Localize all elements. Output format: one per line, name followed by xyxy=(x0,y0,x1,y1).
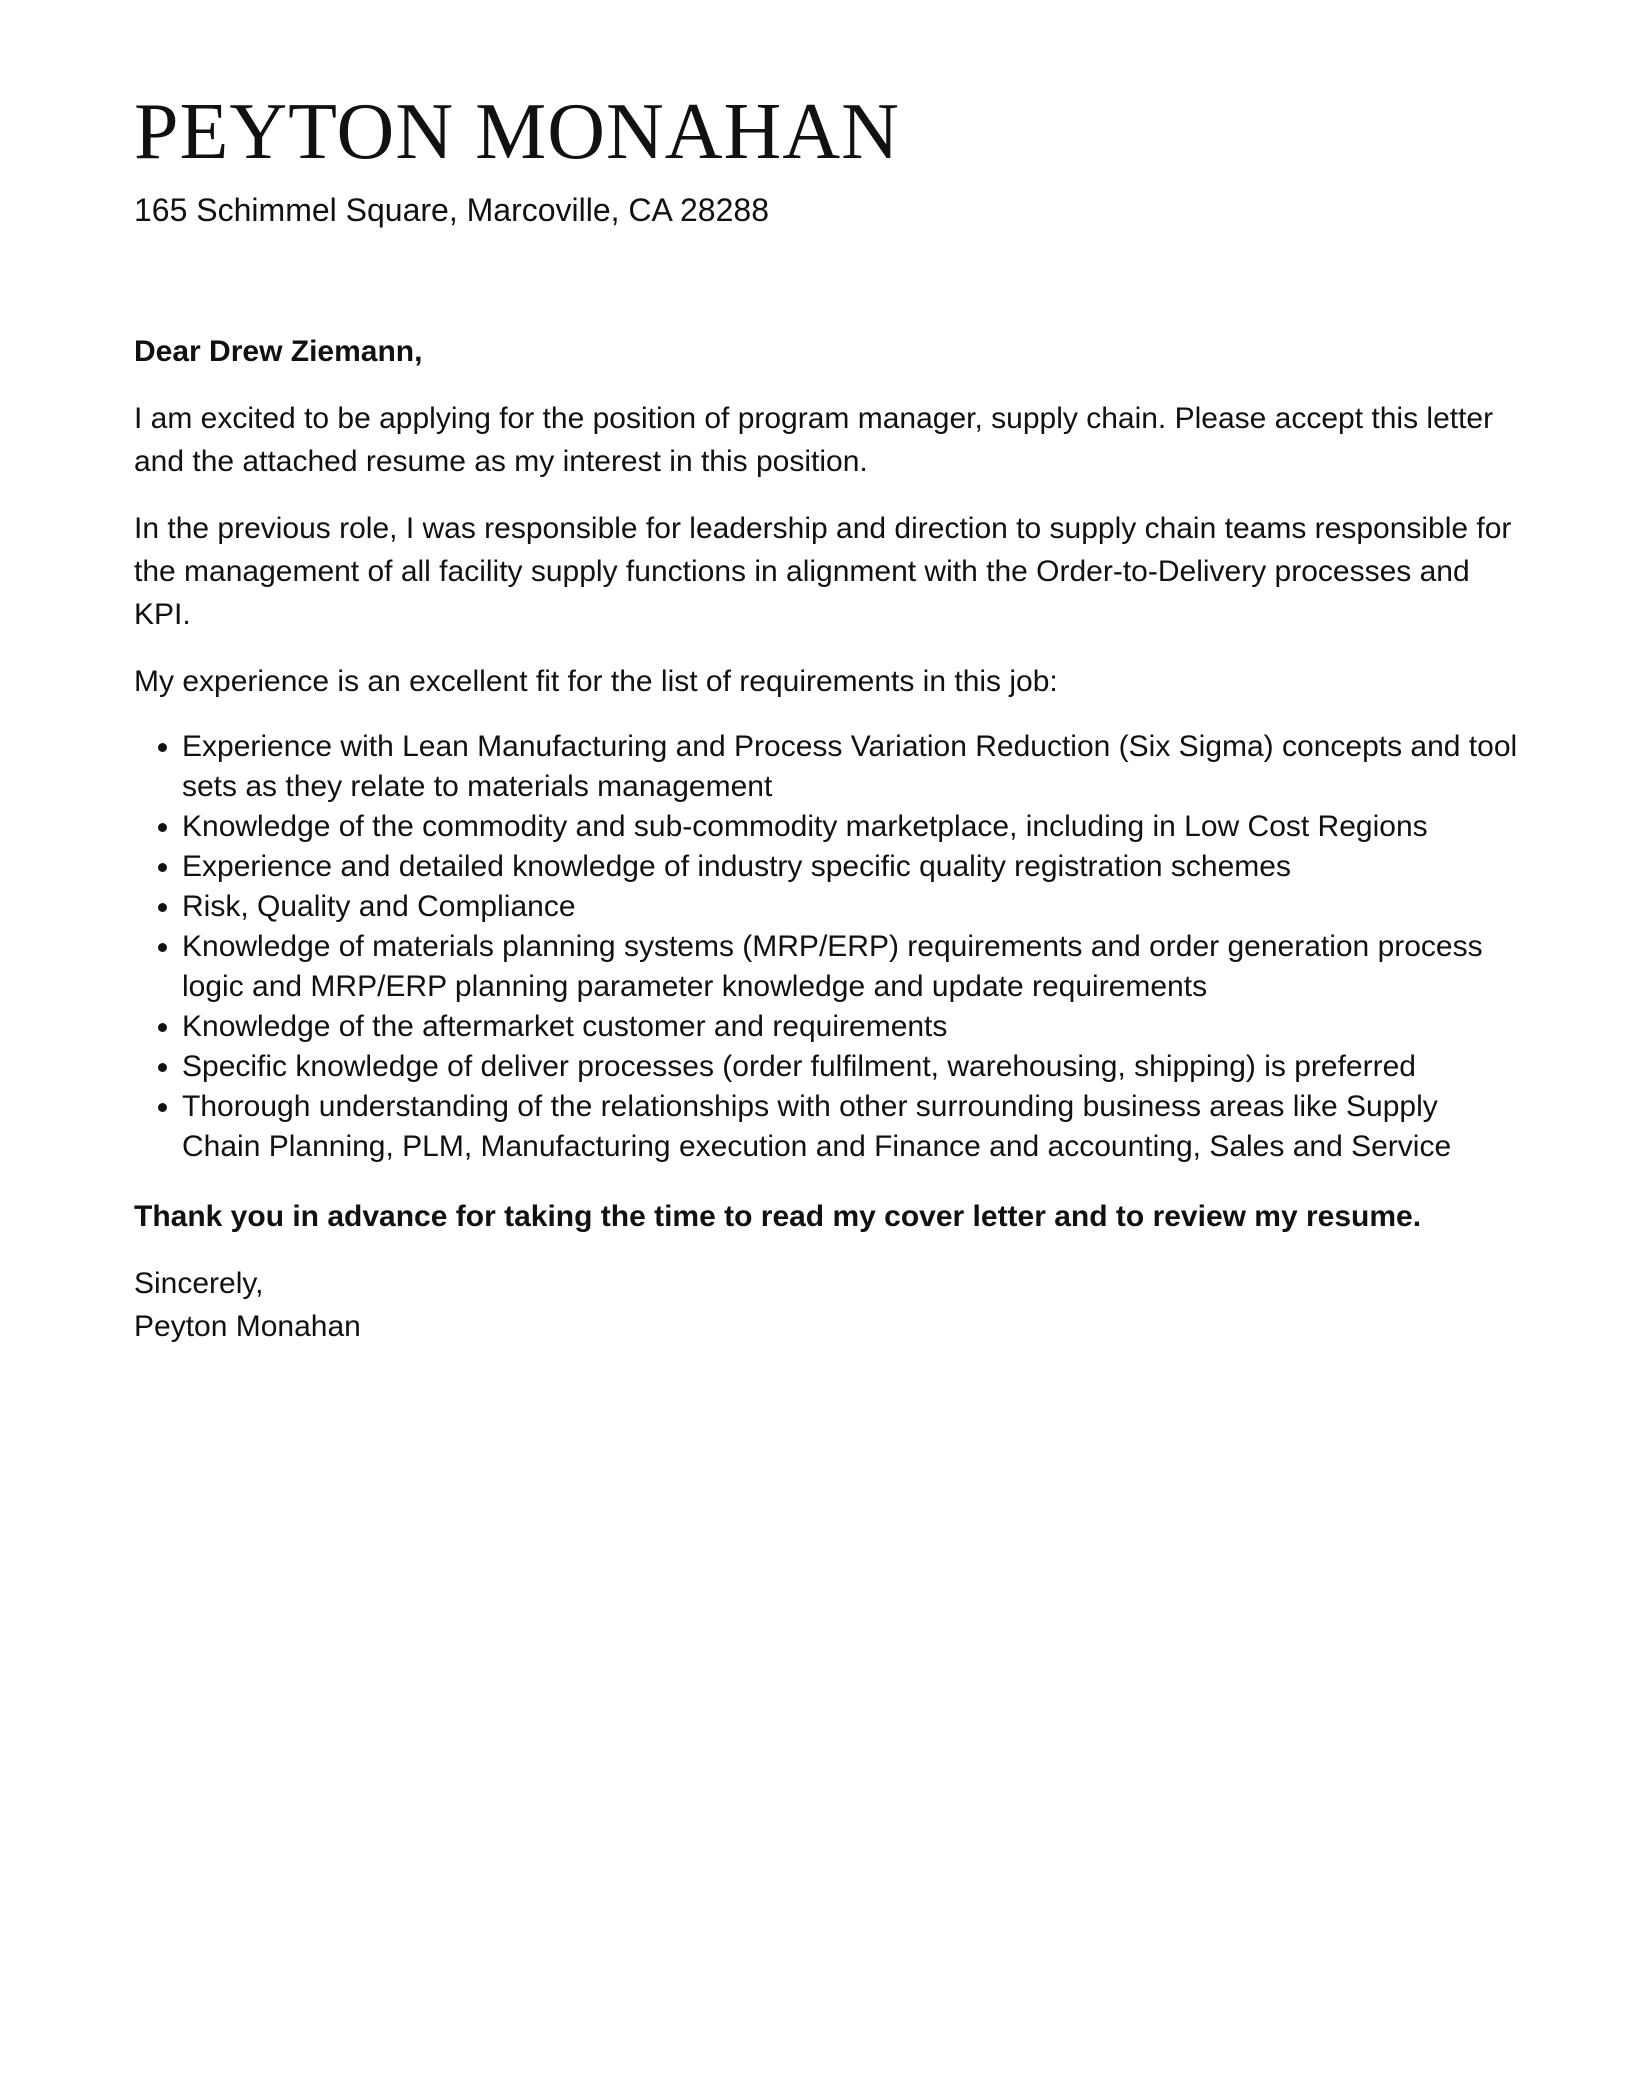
applicant-address: 165 Schimmel Square, Marcoville, CA 28288 xyxy=(134,192,769,228)
requirements-intro: My experience is an excellent fit for the list of requirements in this job: xyxy=(134,665,1058,698)
experience-paragraph: In the previous role, I was responsible for leadership and direction to supply chain teams responsible for the management of all facility supply functions in alignment with the Order-to-Delivery processes and KPI. xyxy=(134,512,1512,631)
requirements-list xyxy=(134,727,1524,1167)
applicant-name: PEYTON MONAHAN xyxy=(134,88,900,176)
list-item: • Risk, Quality and Compliance xyxy=(182,887,1524,927)
list-item: • Experience and detailed knowledge of industry specific quality registration schemes xyxy=(182,847,1524,887)
closing: Sincerely, xyxy=(134,1267,264,1300)
list-item: • Experience with Lean Manufacturing and Process Variation Reduction (Six Sigma) concepts and tool sets as they relate to materials management xyxy=(182,727,1524,807)
list-item: • Knowledge of the aftermarket customer and requirements xyxy=(182,1007,1524,1047)
salutation: Dear Drew Ziemann, xyxy=(134,335,423,368)
list-item: • Knowledge of the commodity and sub-commodity marketplace, including in Low Cost Regions xyxy=(182,807,1524,847)
intro-paragraph: I am excited to be applying for the position of program manager, supply chain. Please accept this letter and the attached resume as my interest in this position. xyxy=(134,402,1494,478)
thank-you-line: Thank you in advance for taking the time to read my cover letter and to review my resume. xyxy=(134,1200,1422,1233)
list-item: • Specific knowledge of deliver processes (order fulfilment, warehousing, shipping) is preferred xyxy=(182,1047,1524,1087)
signature: Peyton Monahan xyxy=(134,1310,361,1343)
letter-body xyxy=(134,330,1524,1348)
signoff xyxy=(134,1262,1524,1348)
list-item: • Knowledge of materials planning systems (MRP/ERP) requirements and order generation process logic and MRP/ERP planning parameter knowledge and update requirements xyxy=(182,927,1524,1007)
list-item: • Thorough understanding of the relationships with other surrounding business areas like Supply Chain Planning, PLM, Manufacturing execution and Finance and accounting, Sales and Service xyxy=(182,1087,1524,1167)
